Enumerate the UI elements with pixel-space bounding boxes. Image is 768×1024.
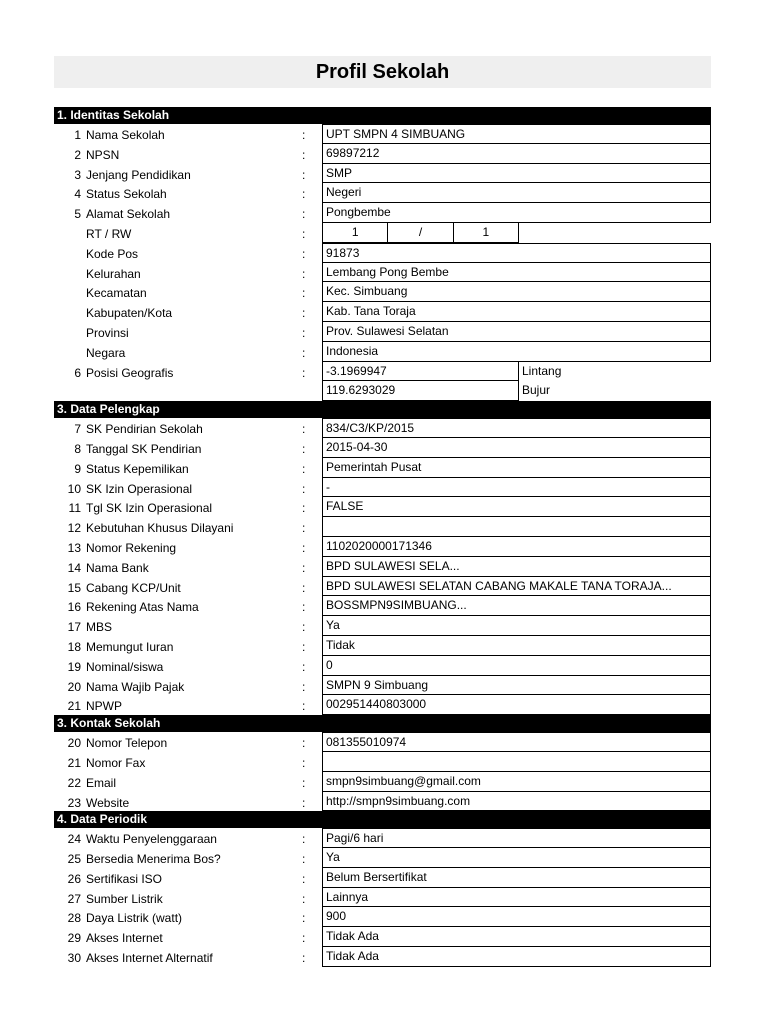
field-number: 6 xyxy=(74,365,81,380)
colon: : xyxy=(302,775,306,790)
table-row xyxy=(54,517,711,537)
table-row xyxy=(54,752,711,772)
field-label: NPSN xyxy=(86,147,120,162)
field-label: Alamat Sekolah xyxy=(86,207,171,222)
colon: : xyxy=(302,620,306,635)
bujur-label: Bujur xyxy=(522,383,551,398)
table-row xyxy=(54,676,711,696)
colon: : xyxy=(302,911,306,926)
field-label: Sertifikasi ISO xyxy=(86,871,163,886)
field-value: 1102020000171346 xyxy=(322,537,711,557)
field-number: 4 xyxy=(74,187,81,202)
school-profile-sheet xyxy=(54,56,711,967)
field-value: 91873 xyxy=(322,243,711,263)
table-row xyxy=(54,927,711,947)
field-label: MBS xyxy=(86,620,113,635)
colon: : xyxy=(302,521,306,536)
field-value: Tidak Ada xyxy=(322,927,711,947)
table-row xyxy=(54,596,711,616)
field-number: 13 xyxy=(67,540,81,555)
colon: : xyxy=(302,207,306,222)
field-number: 14 xyxy=(67,560,81,575)
field-value: Indonesia xyxy=(322,342,711,362)
field-value: Negeri xyxy=(322,183,711,203)
colon: : xyxy=(302,422,306,437)
field-label: Nama Wajib Pajak xyxy=(86,679,185,694)
colon: : xyxy=(302,795,306,810)
field-value: Pemerintah Pusat xyxy=(322,458,711,478)
field-value: SMP xyxy=(322,164,711,184)
table-row xyxy=(54,183,711,203)
field-number: 17 xyxy=(67,620,81,635)
field-number: 7 xyxy=(74,422,81,437)
colon: : xyxy=(302,639,306,654)
field-label: Nama Bank xyxy=(86,560,149,575)
field-value: 2015-04-30 xyxy=(322,438,711,458)
table-row xyxy=(54,656,711,676)
field-value: Tidak Ada xyxy=(322,947,711,967)
field-number: 30 xyxy=(67,951,81,966)
colon: : xyxy=(302,167,306,182)
table-row xyxy=(54,695,711,715)
field-value: BPD SULAWESI SELATAN CABANG MAKALE TANA TORAJA... xyxy=(322,577,711,597)
rt-rw-separator: / xyxy=(388,223,453,242)
field-number: 23 xyxy=(67,795,81,810)
section-periodik-header: 4. Data Periodik xyxy=(54,811,711,828)
table-row xyxy=(54,322,711,342)
field-label: Website xyxy=(86,795,130,810)
table-row xyxy=(54,616,711,636)
posisi-bujur-row xyxy=(54,381,711,401)
field-value: Prov. Sulawesi Selatan xyxy=(322,322,711,342)
colon: : xyxy=(302,325,306,340)
section-pelengkap-header: 3. Data Pelengkap xyxy=(54,401,711,418)
field-number: 22 xyxy=(67,775,81,790)
table-row xyxy=(54,772,711,792)
field-number: 19 xyxy=(67,659,81,674)
table-row xyxy=(54,907,711,927)
field-label: Daya Listrik (watt) xyxy=(86,911,183,926)
colon: : xyxy=(302,852,306,867)
field-number: 26 xyxy=(67,871,81,886)
colon: : xyxy=(302,891,306,906)
table-row xyxy=(54,144,711,164)
field-number: 2 xyxy=(74,147,81,162)
field-number: 18 xyxy=(67,639,81,654)
field-value: Lembang Pong Bembe xyxy=(322,263,711,283)
field-number: 1 xyxy=(74,128,81,142)
table-row xyxy=(54,537,711,557)
colon: : xyxy=(302,461,306,476)
table-row xyxy=(54,124,711,144)
colon: : xyxy=(302,246,306,261)
table-row xyxy=(54,636,711,656)
colon: : xyxy=(302,147,306,162)
field-value: Belum Bersertifikat xyxy=(322,868,711,888)
field-number: 9 xyxy=(74,461,81,476)
table-row xyxy=(54,302,711,322)
table-row xyxy=(54,263,711,283)
colon: : xyxy=(302,951,306,966)
colon: : xyxy=(302,345,306,360)
rw-value: 1 xyxy=(482,224,490,239)
table-row xyxy=(54,478,711,498)
field-number: 29 xyxy=(67,931,81,946)
field-value: FALSE xyxy=(322,497,711,517)
field-number: 5 xyxy=(74,207,81,222)
field-number: 27 xyxy=(67,891,81,906)
field-label: Cabang KCP/Unit xyxy=(86,580,181,595)
field-number: 20 xyxy=(67,736,81,751)
field-label: Status Kepemilikan xyxy=(86,461,189,476)
field-number: 3 xyxy=(74,167,81,182)
table-row xyxy=(54,282,711,302)
section-kontak-header: 3. Kontak Sekolah xyxy=(54,715,711,732)
field-value: Ya xyxy=(322,848,711,868)
field-label: Nomor Fax xyxy=(86,755,146,770)
table-row xyxy=(54,868,711,888)
field-label: RT / RW xyxy=(86,226,132,241)
field-value: smpn9simbuang@gmail.com xyxy=(322,772,711,792)
rt-value: 1 xyxy=(323,223,388,242)
colon: : xyxy=(302,832,306,847)
field-number: 28 xyxy=(67,911,81,926)
colon: : xyxy=(302,286,306,301)
field-value: 0 xyxy=(322,656,711,676)
field-number: 21 xyxy=(67,755,81,770)
colon: : xyxy=(302,226,306,241)
colon: : xyxy=(302,679,306,694)
field-label: Tgl SK Izin Operasional xyxy=(86,501,213,516)
field-value xyxy=(322,517,711,537)
field-value: Lainnya xyxy=(322,888,711,908)
field-number: 20 xyxy=(67,679,81,694)
field-label: Bersedia Menerima Bos? xyxy=(86,852,221,867)
field-number: 16 xyxy=(67,600,81,615)
table-row xyxy=(54,557,711,577)
field-label: Kabupaten/Kota xyxy=(86,306,173,321)
field-label: Sumber Listrik xyxy=(86,891,163,906)
table-row xyxy=(54,947,711,967)
colon: : xyxy=(302,540,306,555)
field-value: Ya xyxy=(322,616,711,636)
field-value: Pagi/6 hari xyxy=(322,828,711,848)
field-number: 11 xyxy=(68,501,81,516)
table-row xyxy=(54,458,711,478)
colon: : xyxy=(302,699,306,714)
field-value: 900 xyxy=(322,907,711,927)
field-label: SK Pendirian Sekolah xyxy=(86,422,203,437)
table-row xyxy=(54,888,711,908)
rt-rw-row xyxy=(54,223,711,243)
bujur-value: 119.6293029 xyxy=(322,381,519,401)
table-row xyxy=(54,243,711,263)
field-label: Nama Sekolah xyxy=(86,128,165,142)
field-value: Kab. Tana Toraja xyxy=(322,302,711,322)
field-label: Kelurahan xyxy=(86,266,141,281)
field-label: Nominal/siswa xyxy=(86,659,164,674)
field-number: 21 xyxy=(67,699,81,714)
field-number: 24 xyxy=(67,832,81,847)
field-value: Tidak xyxy=(322,636,711,656)
field-label: Kode Pos xyxy=(86,246,139,261)
colon: : xyxy=(302,306,306,321)
colon: : xyxy=(302,365,306,380)
field-label: Nomor Rekening xyxy=(86,540,177,555)
colon: : xyxy=(302,266,306,281)
field-label: Tanggal SK Pendirian xyxy=(86,441,202,456)
field-value: BPD SULAWESI SELA... xyxy=(322,557,711,577)
field-label: Status Sekolah xyxy=(86,187,167,202)
field-label: Negara xyxy=(86,345,126,360)
field-value: Kec. Simbuang xyxy=(322,282,711,302)
field-label: Email xyxy=(86,775,117,790)
field-label: SK Izin Operasional xyxy=(86,481,193,496)
field-label: Kebutuhan Khusus Dilayani xyxy=(86,521,234,536)
field-value: UPT SMPN 4 SIMBUANG xyxy=(322,124,711,144)
table-row xyxy=(54,828,711,848)
field-label: Jenjang Pendidikan xyxy=(86,167,191,182)
field-value: BOSSMPN9SIMBUANG... xyxy=(322,596,711,616)
table-row xyxy=(54,792,711,812)
field-number: 15 xyxy=(67,580,81,595)
colon: : xyxy=(302,600,306,615)
table-row xyxy=(54,418,711,438)
rt-rw-value xyxy=(322,223,519,243)
colon: : xyxy=(302,481,306,496)
lintang-value: -3.1969947 xyxy=(322,362,519,382)
colon: : xyxy=(302,501,306,516)
colon: : xyxy=(302,755,306,770)
table-row xyxy=(54,438,711,458)
table-row xyxy=(54,342,711,362)
page-title: Profil Sekolah xyxy=(54,56,711,88)
colon: : xyxy=(302,871,306,886)
field-value: SMPN 9 Simbuang xyxy=(322,676,711,696)
field-value: 002951440803000 xyxy=(322,695,711,715)
colon: : xyxy=(302,580,306,595)
section-identitas-header: 1. Identitas Sekolah xyxy=(54,107,711,124)
table-row xyxy=(54,203,711,223)
colon: : xyxy=(302,441,306,456)
table-row xyxy=(54,848,711,868)
field-value: - xyxy=(322,478,711,498)
field-value: 834/C3/KP/2015 xyxy=(322,418,711,438)
colon: : xyxy=(302,659,306,674)
table-row xyxy=(54,732,711,752)
field-number: 12 xyxy=(67,521,81,536)
field-label: Akses Internet xyxy=(86,931,163,946)
field-label: Provinsi xyxy=(86,325,129,340)
table-row xyxy=(54,577,711,597)
table-row xyxy=(54,497,711,517)
posisi-lintang-row xyxy=(54,362,711,382)
lintang-label: Lintang xyxy=(522,363,562,378)
field-label: Akses Internet Alternatif xyxy=(86,951,213,966)
field-label: Kecamatan xyxy=(86,286,147,301)
colon: : xyxy=(302,128,306,142)
field-value: Pongbembe xyxy=(322,203,711,223)
table-row xyxy=(54,164,711,184)
field-label: Nomor Telepon xyxy=(86,736,168,751)
colon: : xyxy=(302,187,306,202)
field-value xyxy=(322,752,711,772)
field-label: Rekening Atas Nama xyxy=(86,600,199,615)
field-label: Memungut Iuran xyxy=(86,639,174,654)
field-number: 8 xyxy=(74,441,81,456)
field-value: 081355010974 xyxy=(322,732,711,752)
field-label: NPWP xyxy=(86,699,122,714)
field-value: http://smpn9simbuang.com xyxy=(322,792,711,812)
field-number: 10 xyxy=(67,481,81,496)
colon: : xyxy=(302,560,306,575)
field-label: Waktu Penyelenggaraan xyxy=(86,832,217,847)
field-number: 25 xyxy=(67,852,81,867)
field-value: 69897212 xyxy=(322,144,711,164)
colon: : xyxy=(302,931,306,946)
field-label: Posisi Geografis xyxy=(86,365,174,380)
colon: : xyxy=(302,736,306,751)
